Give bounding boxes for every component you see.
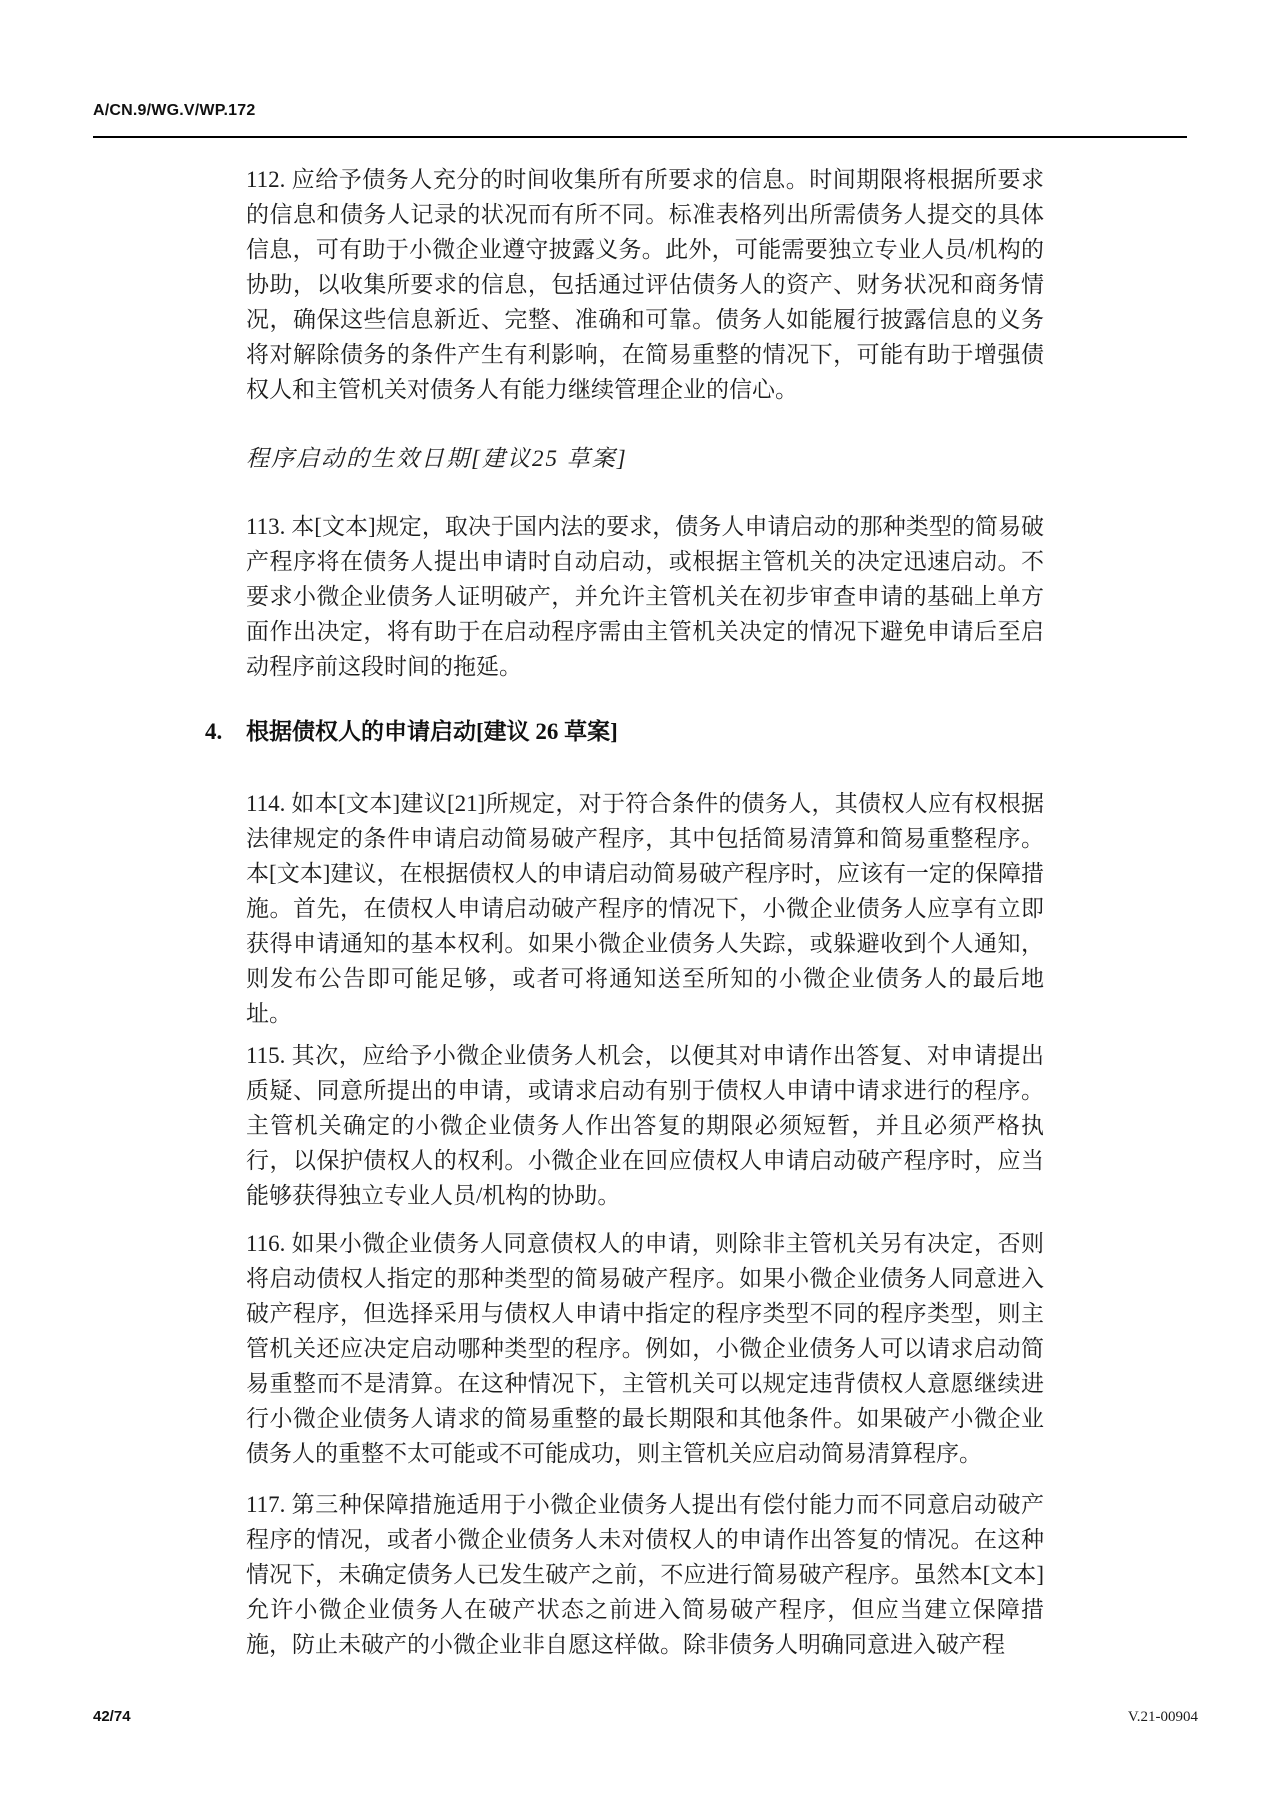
footer-job-number: V.21-00904 — [1127, 1709, 1198, 1725]
footer-page-number: 42/74 — [93, 1708, 131, 1725]
section-heading-4 — [205, 714, 1065, 749]
header-rule — [93, 136, 1187, 138]
paragraph-116: 116. 如果小微企业债务人同意债权人的申请，则除非主管机关另有决定，否则将启动债权人指定的那种类型的简易破产程序。如果小微企业债务人同意进入破产程序，但选择采用与债权人申请中指定的程序类型不同的程序类型，则主管机关还应决定启动哪种类型的程序。例如，小微企业债务人可以请求启动简易重整而不是清算。在这种情况下，主管机关可以规定违背债权人意愿继续进行小微企业债务人请求的简易重整的最长期限和其他条件。如果破产小微企业债务人的重整不太可能或不可能成功，则主管机关应启动简易清算程序。 — [246, 1231, 1044, 1466]
section-title: 根据债权人的申请启动[建议 26 草案] — [246, 719, 618, 744]
paragraph-117: 117. 第三种保障措施适用于小微企业债务人提出有偿付能力而不同意启动破产程序的情况，或者小微企业债务人未对债权人的申请作出答复的情况。在这种情况下，未确定债务人已发生破产之前，不应进行简易破产程序。虽然本[文本]允许小微企业债务人在破产状态之前进入简易破产程序，但应当建立保障措施，防止未破产的小微企业非自愿这样做。除非债务人明确同意进入破产程 — [246, 1492, 1044, 1657]
paragraph-115: 115. 其次，应给予小微企业债务人机会，以便其对申请作出答复、对申请提出质疑、同意所提出的申请，或请求启动有别于债权人申请中请求进行的程序。主管机关确定的小微企业债务人作出答复的期限必须短暂，并且必须严格执行，以保护债权人的权利。小微企业在回应债权人申请启动破产程序时，应当能够获得独立专业人员/机构的协助。 — [246, 1043, 1044, 1208]
subheading-effective-date: 程序启动的生效日期[建议25 草案] — [246, 446, 628, 471]
paragraph-112: 112. 应给予债务人充分的时间收集所有所要求的信息。时间期限将根据所要求的信息和债务人记录的状况而有所不同。标准表格列出所需债务人提交的具体信息，可有助于小微企业遵守披露义务。此外，可能需要独立专业人员/机构的协助，以收集所要求的信息，包括通过评估债务人的资产、财务状况和商务情况，确保这些信息新近、完整、准确和可靠。债务人如能履行披露信息的义务将对解除债务的条件产生有利影响，在简易重整的情况下，可能有助于增强债权人和主管机关对债务人有能力继续管理企业的信心。 — [246, 167, 1044, 402]
paragraph-113: 113. 本[文本]规定，取决于国内法的要求，债务人申请启动的那种类型的简易破产程序将在债务人提出申请时自动启动，或根据主管机关的决定迅速启动。不要求小微企业债务人证明破产，并允许主管机关在初步审查申请的基础上单方面作出决定，将有助于在启动程序需由主管机关决定的情况下避免申请后至启动程序前这段时间的拖延。 — [246, 514, 1044, 679]
document-symbol: A/CN.9/WG.V/WP.172 — [93, 102, 256, 119]
paragraph-114: 114. 如本[文本]建议[21]所规定，对于符合条件的债务人，其债权人应有权根据法律规定的条件申请启动简易破产程序，其中包括简易清算和简易重整程序。本[文本]建议，在根据债权人的申请启动简易破产程序时，应该有一定的保障措施。首先，在债权人申请启动破产程序的情况下，小微企业债务人应享有立即获得申请通知的基本权利。如果小微企业债务人失踪，或躲避收到个人通知，则发布公告即可能足够，或者可将通知送至所知的小微企业债务人的最后地址。 — [246, 791, 1044, 1026]
section-number: 4. — [205, 719, 223, 744]
